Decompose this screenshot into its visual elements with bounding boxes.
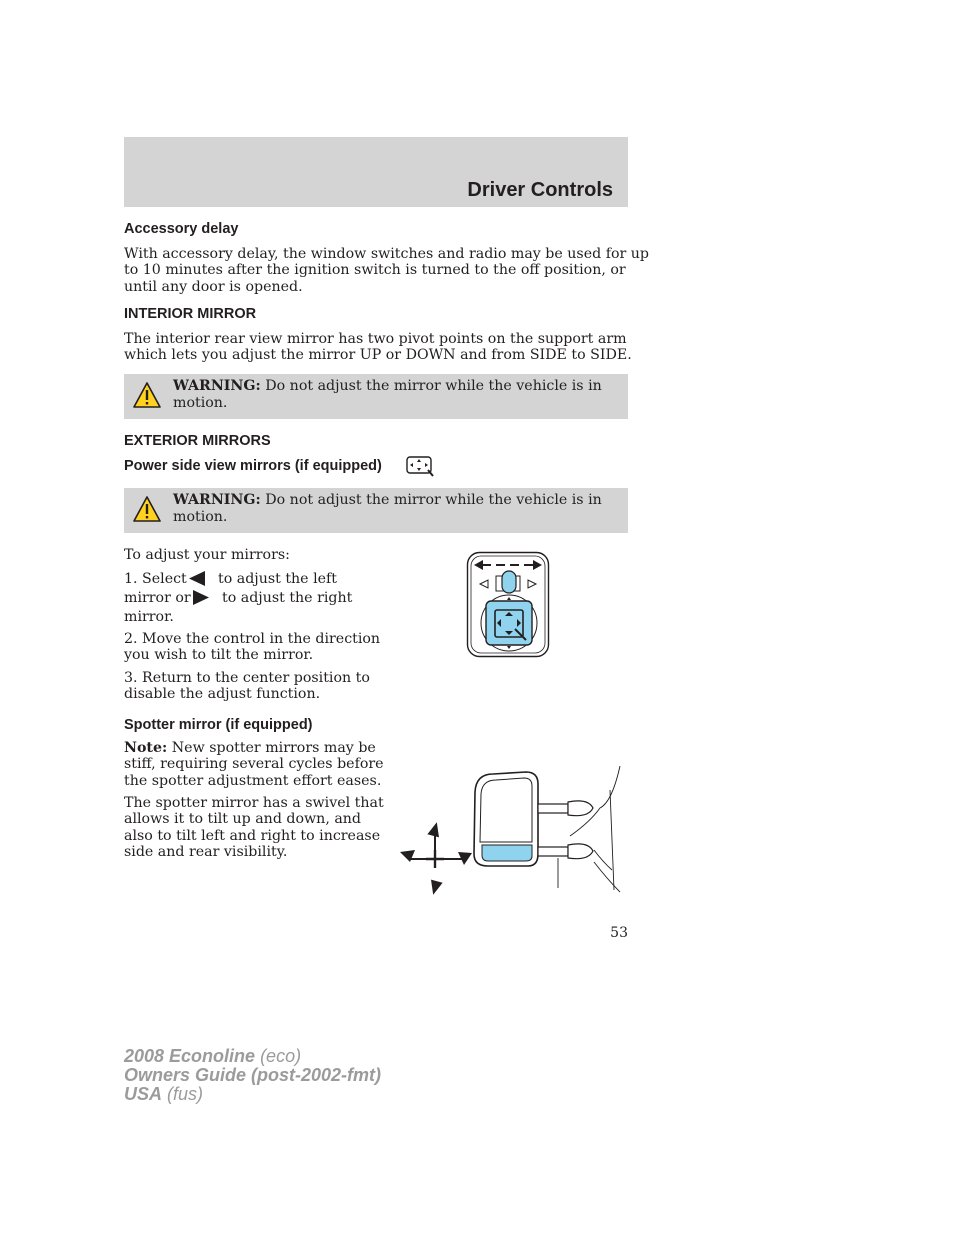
step-1 xyxy=(124,571,384,626)
page-number: 53 xyxy=(610,925,628,941)
mirror-control-icon xyxy=(406,456,435,478)
body-line: The interior rear view mirror has two pivot points on the support arm xyxy=(124,331,627,347)
footer-guide-name: Owners Guide (post-2002-fmt) xyxy=(124,1065,382,1085)
interior-mirror-heading: INTERIOR MIRROR xyxy=(124,306,257,322)
warning-triangle-icon xyxy=(132,495,162,523)
adjust-intro: To adjust your mirrors: xyxy=(124,547,290,563)
note-label: Note: xyxy=(124,740,168,756)
warning-text xyxy=(173,378,613,411)
warning-text xyxy=(173,492,613,525)
power-mirrors-heading: Power side view mirrors (if equipped) xyxy=(124,458,382,474)
mirror-control-switch-illustration xyxy=(466,551,551,659)
step-text: to adjust the right xyxy=(222,590,353,606)
warning-line: Do not adjust the mirror while the vehicle is in xyxy=(260,378,602,394)
step-text: to adjust the left xyxy=(218,571,337,587)
accessory-delay-body xyxy=(124,246,649,295)
left-arrow-icon xyxy=(188,570,206,587)
footer-market-code: (fus) xyxy=(162,1084,204,1104)
spotter-mirror-illustration xyxy=(398,762,626,898)
note-line: the spotter adjustment effort eases. xyxy=(124,772,382,789)
body-line: side and rear visibility. xyxy=(124,843,288,860)
interior-mirror-warning-box xyxy=(124,374,628,419)
section-header-band xyxy=(124,137,628,207)
footer-market xyxy=(124,1085,203,1104)
body-line: which lets you adjust the mirror UP or DOWN and from SIDE to SIDE. xyxy=(124,347,632,364)
warning-label: WARNING: xyxy=(173,378,261,394)
section-title: Driver Controls xyxy=(467,179,613,201)
step-text: mirror. xyxy=(124,609,174,625)
spotter-body xyxy=(124,795,384,860)
body-line: The spotter mirror has a swivel that xyxy=(124,795,384,811)
body-line: With accessory delay, the window switches and radio may be used for up xyxy=(124,246,650,262)
warning-line: motion. xyxy=(173,508,228,525)
body-line: until any door is opened. xyxy=(124,278,303,295)
body-line: allows it to tilt up and down, and xyxy=(124,811,362,828)
warning-label: WARNING: xyxy=(173,492,261,508)
step-text: 1. Select xyxy=(124,571,187,587)
step-line: disable the adjust function. xyxy=(124,686,321,703)
right-arrow-icon xyxy=(192,589,210,606)
step-line: you wish to tilt the mirror. xyxy=(124,647,314,664)
step-line: 3. Return to the center position to xyxy=(124,670,370,686)
accessory-delay-heading: Accessory delay xyxy=(124,221,239,237)
body-line: also to tilt left and right to increase xyxy=(124,827,381,844)
note-line: stiff, requiring several cycles before xyxy=(124,756,384,773)
step-text: mirror or xyxy=(124,590,191,606)
step-line: 2. Move the control in the direction xyxy=(124,631,381,647)
footer-guide xyxy=(124,1066,381,1085)
exterior-mirror-warning-box xyxy=(124,488,628,533)
exterior-mirrors-heading: EXTERIOR MIRRORS xyxy=(124,433,271,449)
spotter-note xyxy=(124,740,384,789)
footer-market-name: USA xyxy=(124,1084,163,1104)
warning-line: motion. xyxy=(173,394,228,411)
footer-model-code: (eco) xyxy=(255,1046,302,1066)
footer-model xyxy=(124,1047,301,1066)
note-line: New spotter mirrors may be xyxy=(167,740,376,756)
spotter-mirror-heading: Spotter mirror (if equipped) xyxy=(124,717,313,733)
interior-mirror-body xyxy=(124,331,632,364)
warning-line: Do not adjust the mirror while the vehicle is in xyxy=(260,492,602,508)
footer-model-name: 2008 Econoline xyxy=(124,1046,256,1066)
warning-triangle-icon xyxy=(132,381,162,409)
body-line: to 10 minutes after the ignition switch is turned to the off position, or xyxy=(124,262,626,279)
step-2 xyxy=(124,631,380,664)
step-3 xyxy=(124,670,370,703)
